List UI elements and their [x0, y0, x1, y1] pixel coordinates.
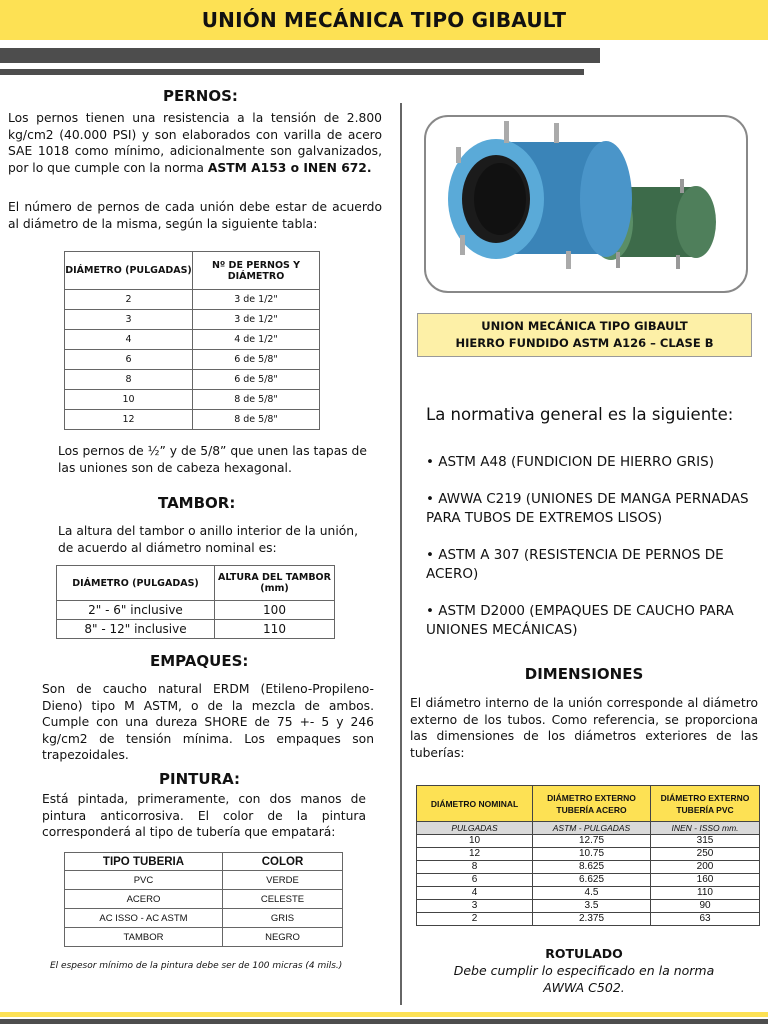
- table-subheader: PULGADAS: [417, 822, 533, 835]
- pintura-paragraph: [42, 791, 366, 841]
- table-row: [65, 310, 320, 330]
- footer-bar: [0, 1019, 768, 1024]
- table-cell: 200: [651, 861, 760, 874]
- table-row: [417, 874, 760, 887]
- title-bar: [0, 0, 768, 40]
- table-cell: 4 de 1/2": [193, 330, 320, 350]
- table-cell: 6: [65, 350, 193, 370]
- table-header: DIÁMETRO NOMINAL: [417, 786, 533, 822]
- caption-line-2: HIERRO FUNDIDO ASTM A126 – CLASE B: [455, 336, 714, 350]
- table-header: COLOR: [223, 853, 343, 871]
- table-cell: 315: [651, 835, 760, 848]
- dimensiones-text: El diámetro interno de la unión corresponde al diámetro externo de los tubos. Como referencia, se proporciona las dimensiones de los diámetros exteriores de las tuberías:: [410, 696, 758, 760]
- rotulado-section: [410, 945, 758, 996]
- list-item: • ASTM D2000 (EMPAQUES DE CAUCHO PARA UNIONES MECÁNICAS): [426, 603, 734, 638]
- table-subheader: INEN - ISSO mm.: [651, 822, 760, 835]
- table-cell: 12.75: [533, 835, 651, 848]
- table-row: [417, 861, 760, 874]
- table-cell: 3: [65, 310, 193, 330]
- table-row: [417, 913, 760, 926]
- table-cell: 2: [65, 290, 193, 310]
- table-row: [57, 601, 335, 620]
- table-header-row: [65, 853, 343, 871]
- table-row: [417, 887, 760, 900]
- table-cell: 3: [417, 900, 533, 913]
- table-cell: 4: [417, 887, 533, 900]
- list-item: • ASTM A 307 (RESISTENCIA DE PERNOS DE ACERO): [426, 547, 724, 582]
- pernos-text-2: El número de pernos de cada unión debe estar de acuerdo al diámetro de la misma, según la siguiente tabla:: [8, 200, 382, 231]
- table-header: DIÁMETRO (PULGADAS): [65, 252, 193, 290]
- pernos-paragraph-2: [8, 199, 382, 232]
- table-header: Nº DE PERNOS Y DIÁMETRO: [193, 252, 320, 290]
- pernos-paragraph: [8, 110, 382, 176]
- rotulado-line-2: AWWA C502.: [543, 980, 625, 995]
- empaques-heading: EMPAQUES:: [150, 652, 249, 670]
- normativa-list: [426, 453, 756, 640]
- table-cell: 4.5: [533, 887, 651, 900]
- tambor-heading-wrap: [158, 494, 248, 512]
- table-cell: 8.625: [533, 861, 651, 874]
- table-cell: 6 de 5/8": [193, 350, 320, 370]
- table-cell: 100: [215, 601, 335, 620]
- column-divider: [400, 103, 402, 1005]
- table-subheader: ASTM - PULGADAS: [533, 822, 651, 835]
- table-cell: 2" - 6" inclusive: [57, 601, 215, 620]
- table-cell: 90: [651, 900, 760, 913]
- table-cell: 6: [417, 874, 533, 887]
- empaques-heading-wrap: [150, 652, 260, 670]
- coupling-illustration: [426, 117, 746, 291]
- caption-line-1: UNION MECÁNICA TIPO GIBAULT: [481, 319, 688, 333]
- table-row: [65, 890, 343, 909]
- table-cell: ACERO: [65, 890, 223, 909]
- table-header-row: [417, 786, 760, 822]
- table-header: DIÁMETRO (PULGADAS): [57, 566, 215, 601]
- tambor-paragraph: [58, 523, 358, 556]
- pintura-heading: PINTURA:: [159, 770, 240, 788]
- table-header-row: [57, 566, 335, 601]
- product-caption: [417, 313, 752, 357]
- table-cell: 63: [651, 913, 760, 926]
- table-row: [57, 620, 335, 639]
- table-cell: 2.375: [533, 913, 651, 926]
- normativa-heading: La normativa general es la siguiente:: [426, 405, 734, 424]
- table-row: [65, 909, 343, 928]
- table-cell: TAMBOR: [65, 928, 223, 947]
- dimensiones-table: [416, 785, 760, 926]
- table-row: [65, 390, 320, 410]
- table-cell: 8 de 5/8": [193, 390, 320, 410]
- table-cell: PVC: [65, 871, 223, 890]
- pintura-table: [64, 852, 343, 947]
- dimensiones-heading-wrap: [410, 665, 758, 683]
- pernos-heading: PERNOS:: [163, 87, 238, 105]
- pernos-heading-wrap: [163, 87, 243, 105]
- page-title: UNIÓN MECÁNICA TIPO GIBAULT: [201, 8, 567, 32]
- table-row: [65, 290, 320, 310]
- rotulado-heading: ROTULADO: [545, 946, 623, 961]
- table-cell: 250: [651, 848, 760, 861]
- decorative-bar: [0, 48, 600, 63]
- pernos-table: [64, 251, 320, 430]
- table-cell: 6.625: [533, 874, 651, 887]
- blue-coupling-icon: [448, 121, 632, 269]
- empaques-text: Son de caucho natural ERDM (Etileno-Propileno-Dieno) tipo M ASTM, o de la mezcla de ambos. Cumple con una dureza SHORE de 75 +- 5 y 246 kg/cm2 de tensión mínima. Los empaques son trapezoidales.: [42, 682, 374, 762]
- table-cell: CELESTE: [223, 890, 343, 909]
- table-cell: NEGRO: [223, 928, 343, 947]
- list-item: • ASTM A48 (FUNDICION DE HIERRO GRIS): [426, 454, 714, 470]
- table-row: [65, 410, 320, 430]
- table-cell: 2: [417, 913, 533, 926]
- table-row: [417, 848, 760, 861]
- list-item: • AWWA C219 (UNIONES DE MANGA PERNADAS PARA TUBOS DE EXTREMOS LISOS): [426, 491, 749, 526]
- pernos-note-wrap: [58, 443, 368, 476]
- table-header: DIÁMETRO EXTERNO TUBERÍA PVC: [651, 786, 760, 822]
- decorative-bar: [0, 69, 584, 75]
- table-cell: 10.75: [533, 848, 651, 861]
- tambor-text: La altura del tambor o anillo interior de la unión, de acuerdo al diámetro nominal es:: [58, 524, 358, 555]
- table-row: [65, 330, 320, 350]
- empaques-paragraph: [42, 681, 374, 764]
- tambor-heading: TAMBOR:: [158, 494, 236, 512]
- table-cell: 3 de 1/2": [193, 310, 320, 330]
- pernos-text: Los pernos tienen una resistencia a la tensión de 2.800 kg/cm2 (40.000 PSI) y son elaborados con varilla de acero SAE 1018 como mínimo, adicionalmente son galvanizados, por lo que cumple con la norma: [8, 111, 382, 175]
- dimensiones-heading: DIMENSIONES: [524, 665, 644, 683]
- table-cell: 8: [417, 861, 533, 874]
- table-cell: 8 de 5/8": [193, 410, 320, 430]
- pernos-note: Los pernos de ½” y de 5/8” que unen las tapas de las uniones son de cabeza hexagonal.: [58, 444, 367, 475]
- table-row: [417, 835, 760, 848]
- table-cell: 10: [65, 390, 193, 410]
- table-cell: 110: [215, 620, 335, 639]
- table-cell: 3.5: [533, 900, 651, 913]
- table-row: [65, 370, 320, 390]
- dimensiones-paragraph: [410, 695, 758, 761]
- table-cell: 160: [651, 874, 760, 887]
- tambor-table: [56, 565, 335, 639]
- table-subheader-row: [417, 822, 760, 835]
- table-row: [65, 350, 320, 370]
- table-cell: 12: [65, 410, 193, 430]
- table-cell: VERDE: [223, 871, 343, 890]
- table-row: [417, 900, 760, 913]
- product-photo-frame: [424, 115, 748, 293]
- table-header: ALTURA DEL TAMBOR (mm): [215, 566, 335, 601]
- table-cell: 8: [65, 370, 193, 390]
- table-cell: 12: [417, 848, 533, 861]
- pintura-heading-wrap: [159, 770, 259, 788]
- table-cell: 10: [417, 835, 533, 848]
- table-cell: 8" - 12" inclusive: [57, 620, 215, 639]
- table-row: [65, 928, 343, 947]
- footer-bar: [0, 1012, 768, 1017]
- table-cell: 3 de 1/2": [193, 290, 320, 310]
- table-header: TIPO TUBERIA: [65, 853, 223, 871]
- table-cell: 6 de 5/8": [193, 370, 320, 390]
- table-cell: GRIS: [223, 909, 343, 928]
- pernos-norm: ASTM A153 o INEN 672.: [207, 160, 372, 175]
- pintura-note: El espesor mínimo de la pintura debe ser de 100 micras (4 mils.): [50, 961, 343, 971]
- table-header: DIÁMETRO EXTERNO TUBERÍA ACERO: [533, 786, 651, 822]
- table-row: [65, 871, 343, 890]
- table-cell: 4: [65, 330, 193, 350]
- pintura-text: Está pintada, primeramente, con dos manos de pintura anticorrosiva. El color de la pintura corresponderá al tipo de tubería que empatará:: [42, 792, 366, 839]
- table-cell: 110: [651, 887, 760, 900]
- table-header-row: [65, 252, 320, 290]
- table-cell: AC ISSO - AC ASTM: [65, 909, 223, 928]
- rotulado-line-1: Debe cumplir lo especificado en la norma: [453, 963, 715, 978]
